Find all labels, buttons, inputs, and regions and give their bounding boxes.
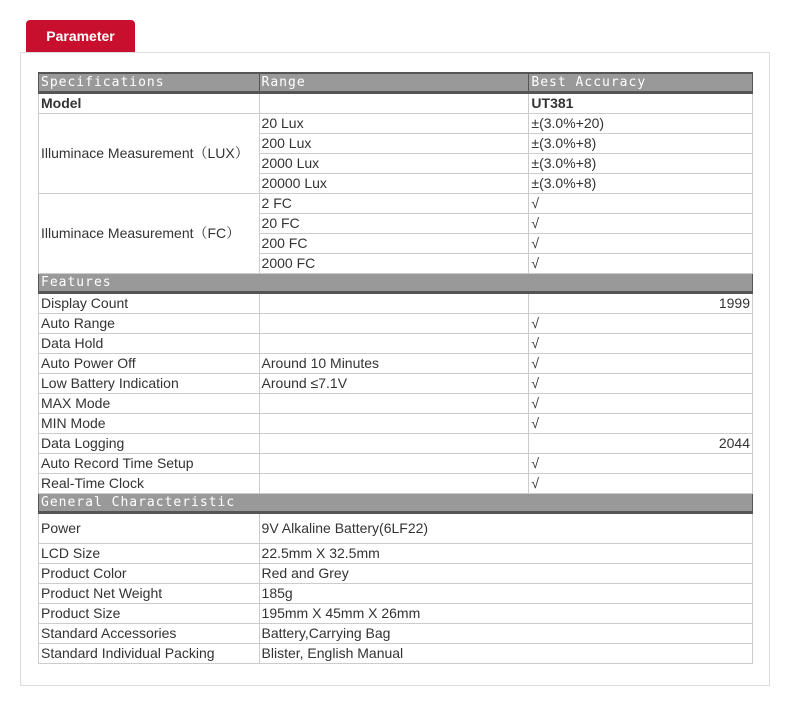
lux-range: 20000 Lux [259, 174, 529, 194]
general-name: Standard Individual Packing [39, 644, 260, 664]
feature-range [259, 474, 529, 494]
general-value: Red and Grey [259, 564, 752, 584]
feature-row [39, 374, 753, 394]
feature-value: √ [529, 394, 753, 414]
lux-row [39, 114, 753, 134]
feature-value: √ [529, 354, 753, 374]
feature-range [259, 293, 529, 314]
header-specifications: Specifications [39, 73, 260, 93]
general-title: General Characteristic [39, 494, 753, 513]
feature-range [259, 454, 529, 474]
feature-row [39, 314, 753, 334]
feature-name: Data Hold [39, 334, 260, 354]
feature-name: Real-Time Clock [39, 474, 260, 494]
general-name: Power [39, 513, 260, 544]
fc-accuracy: √ [529, 254, 753, 274]
general-row [39, 584, 753, 604]
feature-row [39, 414, 753, 434]
lux-range: 2000 Lux [259, 154, 529, 174]
feature-range: Around ≤7.1V [259, 374, 529, 394]
feature-value: 1999 [529, 293, 753, 314]
general-header-row [39, 494, 753, 513]
feature-name: Low Battery Indication [39, 374, 260, 394]
general-row [39, 604, 753, 624]
fc-label: Illuminace Measurement（FC） [39, 194, 260, 274]
lux-label: Illuminace Measurement（LUX） [39, 114, 260, 194]
lux-range: 20 Lux [259, 114, 529, 134]
feature-range [259, 414, 529, 434]
feature-range [259, 334, 529, 354]
general-row [39, 513, 753, 544]
general-value: 185g [259, 584, 752, 604]
general-value: Battery,Carrying Bag [259, 624, 752, 644]
general-name: Product Size [39, 604, 260, 624]
model-range-empty [259, 93, 529, 114]
features-header-row [39, 274, 753, 293]
fc-range: 2000 FC [259, 254, 529, 274]
feature-value: 2044 [529, 434, 753, 454]
header-range: Range [259, 73, 529, 93]
fc-range: 200 FC [259, 234, 529, 254]
general-value: Blister, English Manual [259, 644, 752, 664]
feature-name: Auto Record Time Setup [39, 454, 260, 474]
tab-parameter[interactable]: Parameter [26, 20, 135, 52]
fc-range: 2 FC [259, 194, 529, 214]
general-value: 22.5mm X 32.5mm [259, 544, 752, 564]
general-name: Product Color [39, 564, 260, 584]
lux-accuracy: ±(3.0%+8) [529, 134, 753, 154]
feature-value: √ [529, 374, 753, 394]
general-value: 195mm X 45mm X 26mm [259, 604, 752, 624]
feature-name: Auto Range [39, 314, 260, 334]
fc-accuracy: √ [529, 214, 753, 234]
general-row [39, 644, 753, 664]
lux-accuracy: ±(3.0%+8) [529, 174, 753, 194]
general-row [39, 564, 753, 584]
feature-value: √ [529, 334, 753, 354]
feature-row [39, 454, 753, 474]
lux-accuracy: ±(3.0%+8) [529, 154, 753, 174]
feature-range [259, 314, 529, 334]
fc-accuracy: √ [529, 234, 753, 254]
general-name: LCD Size [39, 544, 260, 564]
spec-header-row [39, 73, 753, 93]
general-name: Product Net Weight [39, 584, 260, 604]
fc-range: 20 FC [259, 214, 529, 234]
feature-range [259, 394, 529, 414]
general-row [39, 544, 753, 564]
model-row [39, 93, 753, 114]
header-best-accuracy: Best Accuracy [529, 73, 753, 93]
feature-range: Around 10 Minutes [259, 354, 529, 374]
general-value: 9V Alkaline Battery(6LF22) [259, 513, 752, 544]
feature-row [39, 434, 753, 454]
feature-row [39, 293, 753, 314]
general-name: Standard Accessories [39, 624, 260, 644]
features-title: Features [39, 274, 753, 293]
feature-name: MAX Mode [39, 394, 260, 414]
feature-range [259, 434, 529, 454]
feature-name: Data Logging [39, 434, 260, 454]
feature-row [39, 394, 753, 414]
feature-value: √ [529, 414, 753, 434]
fc-row [39, 194, 753, 214]
feature-name: MIN Mode [39, 414, 260, 434]
lux-accuracy: ±(3.0%+20) [529, 114, 753, 134]
spec-table [38, 72, 753, 664]
feature-name: Auto Power Off [39, 354, 260, 374]
feature-value: √ [529, 474, 753, 494]
feature-row [39, 474, 753, 494]
feature-value: √ [529, 314, 753, 334]
model-value: UT381 [529, 93, 753, 114]
feature-row [39, 354, 753, 374]
feature-value: √ [529, 454, 753, 474]
fc-accuracy: √ [529, 194, 753, 214]
model-label: Model [39, 93, 260, 114]
lux-range: 200 Lux [259, 134, 529, 154]
general-row [39, 624, 753, 644]
feature-row [39, 334, 753, 354]
feature-name: Display Count [39, 293, 260, 314]
